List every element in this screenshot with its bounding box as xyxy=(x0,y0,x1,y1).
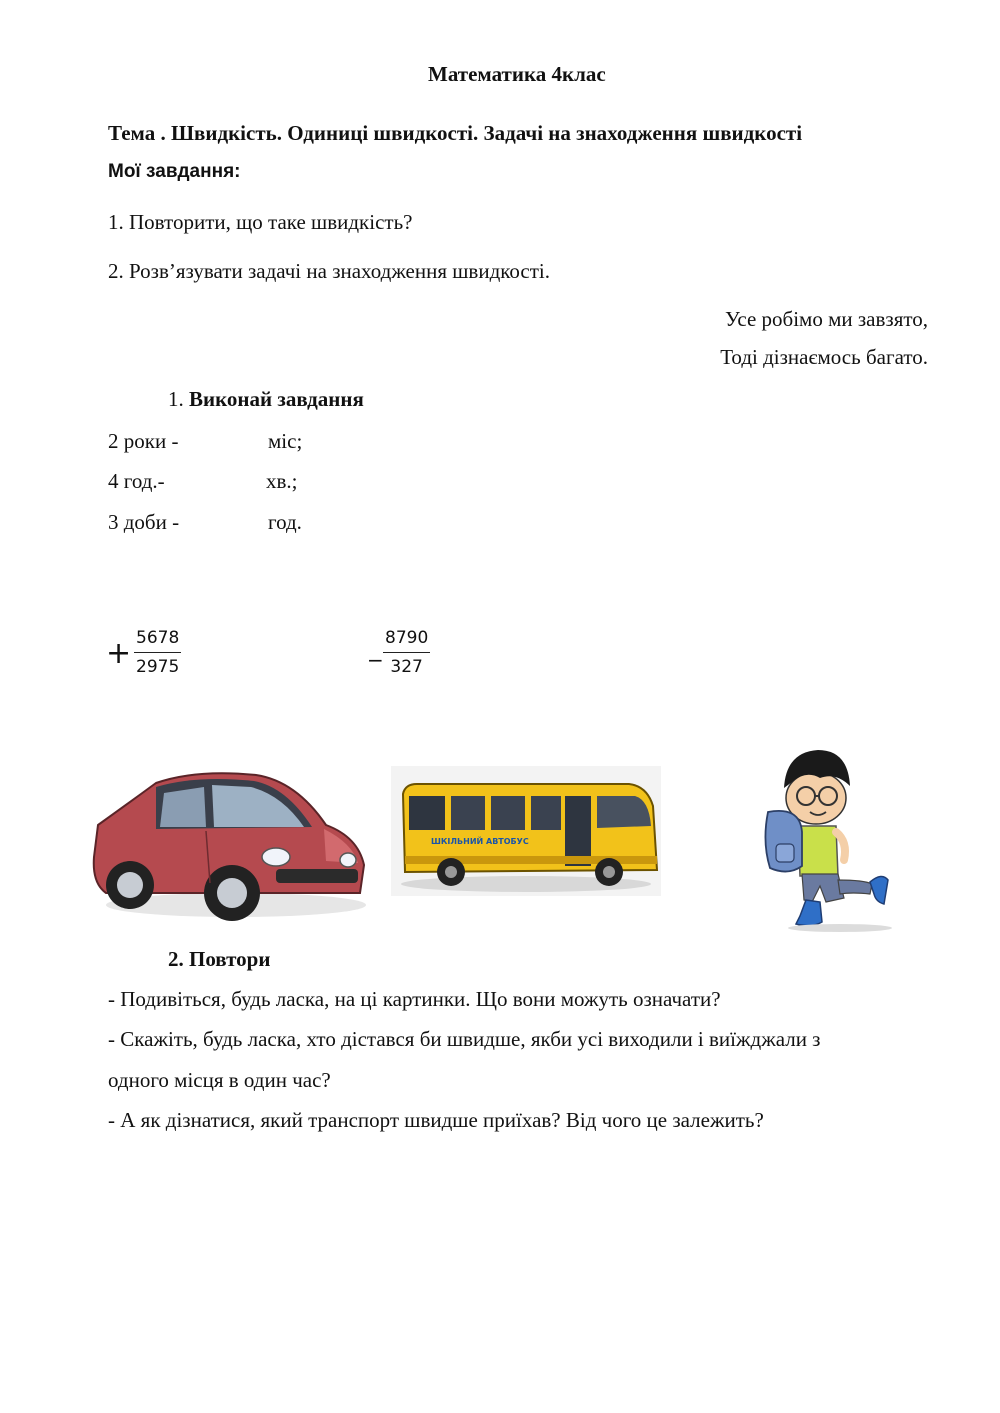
conversion-right-3: год. xyxy=(268,510,302,534)
question-line-4: - А як дізнатися, який транспорт швидше приїхав? Від чого це залежить? xyxy=(108,1108,764,1132)
car-illustration xyxy=(86,765,368,925)
conversion-left-3: 3 доби - xyxy=(108,510,180,534)
conversion-left-2: 4 год.- xyxy=(108,469,165,493)
subtraction-problem xyxy=(383,628,430,677)
subtraction-top: 8790 xyxy=(383,628,430,653)
motto-line-1: Усе робімо ми завзято, xyxy=(725,307,928,331)
page-title: Математика 4клас xyxy=(428,62,606,86)
section-1-number: 1. xyxy=(168,387,184,411)
bus-illustration xyxy=(391,766,661,896)
addition-problem xyxy=(134,628,181,677)
plus-operator: + xyxy=(106,636,132,671)
subtraction-bottom: 327 xyxy=(390,657,423,677)
conversion-right-2: хв.; xyxy=(266,469,298,493)
bus-label-text: ШКІЛЬНИЙ АВТОБУС xyxy=(431,837,529,846)
tasks-heading: Мої завдання: xyxy=(108,161,241,182)
minus-operator: − xyxy=(367,648,384,672)
conversion-left-1: 2 роки - xyxy=(108,429,179,453)
addition-top: 5678 xyxy=(134,628,181,653)
question-line-2: - Скажіть, будь ласка, хто дістався би швидше, якби усі виходили і виїжджали з xyxy=(108,1027,821,1051)
walking-boy-illustration xyxy=(740,742,916,934)
section-2-title: 2. Повтори xyxy=(168,947,271,971)
task-item-1: 1. Повторити, що таке швидкість? xyxy=(108,210,413,234)
addition-bottom: 2975 xyxy=(136,657,180,677)
section-1-title: Виконай завдання xyxy=(189,387,364,411)
motto-line-2: Тоді дізнаємось багато. xyxy=(720,345,928,369)
question-line-1: - Подивіться, будь ласка, на ці картинки. Що вони можуть означати? xyxy=(108,987,721,1011)
section-1-heading xyxy=(168,387,364,412)
question-line-3: одного місця в один час? xyxy=(108,1068,331,1092)
topic-line: Тема . Швидкість. Одиниці швидкості. Задачі на знаходження швидкості xyxy=(108,121,803,145)
task-item-2: 2. Розв’язувати задачі на знаходження швидкості. xyxy=(108,259,551,283)
conversion-right-1: міс; xyxy=(268,429,303,453)
